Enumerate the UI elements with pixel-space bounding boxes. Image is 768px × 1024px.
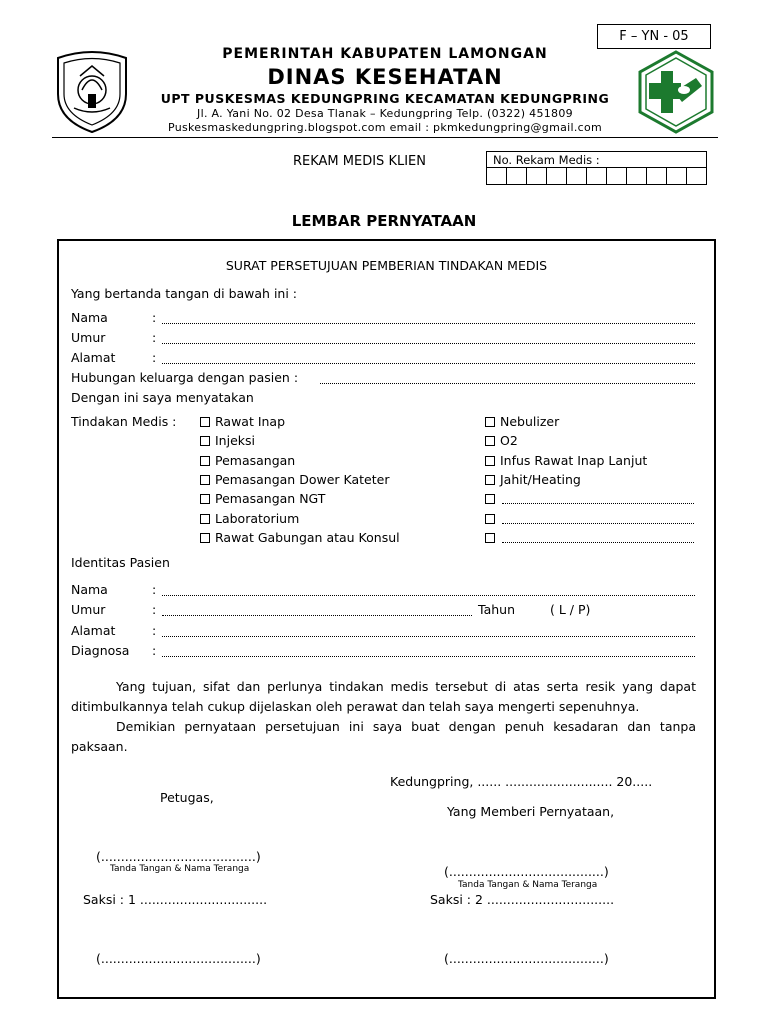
checkbox-icon[interactable] — [485, 514, 495, 524]
form-code: F – YN - 05 — [597, 24, 711, 49]
page-title: LEMBAR PERNYATAAN — [291, 212, 477, 230]
checkbox-icon[interactable] — [485, 533, 495, 543]
patient-address-field[interactable] — [162, 636, 695, 637]
action-option[interactable]: Pemasangan NGT — [200, 491, 325, 506]
witness-1-line[interactable]: Saksi : 1 ................................ — [83, 892, 268, 907]
record-number-label: No. Rekam Medis : — [493, 153, 600, 167]
record-number-cells[interactable] — [487, 167, 706, 184]
patient-age-field[interactable] — [162, 615, 472, 616]
checkbox-icon[interactable] — [485, 475, 495, 485]
action-blank-field[interactable] — [502, 523, 694, 524]
unit-name: UPT PUSKESMAS KEDUNGPRING KECAMATAN KEDUNGPRING — [160, 91, 610, 106]
declaration-text: Dengan ini saya menyatakan — [71, 390, 254, 405]
regency-emblem-icon — [52, 50, 132, 134]
name-label: Nama — [71, 310, 108, 325]
sex-selector[interactable]: ( L / P) — [550, 602, 591, 617]
patient-address-label: Alamat — [71, 623, 116, 638]
consent-heading: SURAT PERSETUJUAN PEMBERIAN TINDAKAN MEDIS — [225, 258, 548, 273]
action-option[interactable]: O2 — [485, 433, 518, 448]
action-option[interactable]: Rawat Inap — [200, 414, 285, 429]
officer-label: Petugas, — [160, 790, 214, 805]
checkbox-icon[interactable] — [200, 436, 210, 446]
officer-signature-caption: Tanda Tangan & Nama Teranga — [110, 864, 250, 874]
declarant-signature[interactable]: (.......................................) — [444, 864, 609, 879]
action-option[interactable]: Nebulizer — [485, 414, 559, 429]
action-option-blank[interactable] — [485, 530, 500, 545]
witness-2-signature[interactable]: (.......................................) — [444, 951, 609, 966]
statement-paragraph: Demikian pernyataan persetujuan ini saya buat dengan penuh kesadaran dan tanpa paksaan. — [71, 719, 696, 754]
record-title: REKAM MEDIS KLIEN — [293, 154, 426, 169]
checkbox-icon[interactable] — [200, 417, 210, 427]
patient-name-field[interactable] — [162, 595, 695, 596]
patient-heading: Identitas Pasien — [71, 555, 170, 570]
header-divider — [52, 137, 718, 138]
record-number-box — [486, 151, 707, 185]
age-label: Umur — [71, 330, 106, 345]
witness-1-signature[interactable]: (.......................................) — [96, 951, 261, 966]
patient-age-label: Umur — [71, 602, 106, 617]
action-option-blank[interactable] — [485, 491, 500, 506]
action-blank-field[interactable] — [502, 503, 694, 504]
checkbox-icon[interactable] — [200, 514, 210, 524]
action-option[interactable]: Pemasangan — [200, 453, 295, 468]
health-cross-logo-icon — [636, 50, 716, 134]
checkbox-icon[interactable] — [200, 456, 210, 466]
checkbox-icon[interactable] — [485, 436, 495, 446]
action-option[interactable]: Infus Rawat Inap Lanjut — [485, 453, 647, 468]
diagnosis-field[interactable] — [162, 656, 695, 657]
declarant-label: Yang Memberi Pernyataan, — [447, 804, 615, 819]
name-field[interactable] — [162, 323, 695, 324]
actions-label: Tindakan Medis : — [71, 414, 177, 429]
officer-signature[interactable]: (.......................................) — [96, 849, 261, 864]
checkbox-icon[interactable] — [200, 475, 210, 485]
address-field[interactable] — [162, 363, 695, 364]
action-blank-field[interactable] — [502, 542, 694, 543]
declarant-signature-caption: Tanda Tangan & Nama Teranga — [458, 880, 598, 890]
address-line: Jl. A. Yani No. 02 Desa Tlanak – Kedungpring Telp. (0322) 451809 — [197, 107, 573, 120]
contact-line: Puskesmaskedungpring.blogspot.com email : pkmkedungpring@gmail.com — [167, 121, 603, 134]
relationship-label: Hubungan keluarga dengan pasien : — [71, 370, 299, 385]
age-field[interactable] — [162, 343, 695, 344]
address-label: Alamat — [71, 350, 116, 365]
action-option[interactable]: Injeksi — [200, 433, 255, 448]
checkbox-icon[interactable] — [200, 533, 210, 543]
action-option[interactable]: Rawat Gabungan atau Konsul — [200, 530, 400, 545]
explanation-paragraph: Yang tujuan, sifat dan perlunya tindakan medis tersebut di atas serta resik yang dapat ditimbulkannya telah cukup dijelaskan oleh perawat dan telah saya mengerti sepenuhnya. — [71, 679, 696, 714]
action-option[interactable]: Pemasangan Dower Kateter — [200, 472, 389, 487]
checkbox-icon[interactable] — [200, 494, 210, 504]
patient-name-label: Nama — [71, 582, 108, 597]
department-name: DINAS KESEHATAN — [267, 65, 503, 89]
action-option[interactable]: Jahit/Heating — [485, 472, 581, 487]
diagnosis-label: Diagnosa — [71, 643, 130, 658]
action-option[interactable]: Laboratorium — [200, 511, 299, 526]
intro-text: Yang bertanda tangan di bawah ini : — [71, 286, 298, 301]
checkbox-icon[interactable] — [485, 456, 495, 466]
relationship-field[interactable] — [320, 383, 695, 384]
government-name: PEMERINTAH KABUPATEN LAMONGAN — [222, 46, 548, 62]
checkbox-icon[interactable] — [485, 494, 495, 504]
witness-2-line[interactable]: Saksi : 2 ................................ — [430, 892, 615, 907]
checkbox-icon[interactable] — [485, 417, 495, 427]
place-date-line[interactable]: Kedungpring, ...... ........................... 20..... — [390, 774, 653, 789]
years-label: Tahun — [478, 602, 515, 617]
action-option-blank[interactable] — [485, 511, 500, 526]
